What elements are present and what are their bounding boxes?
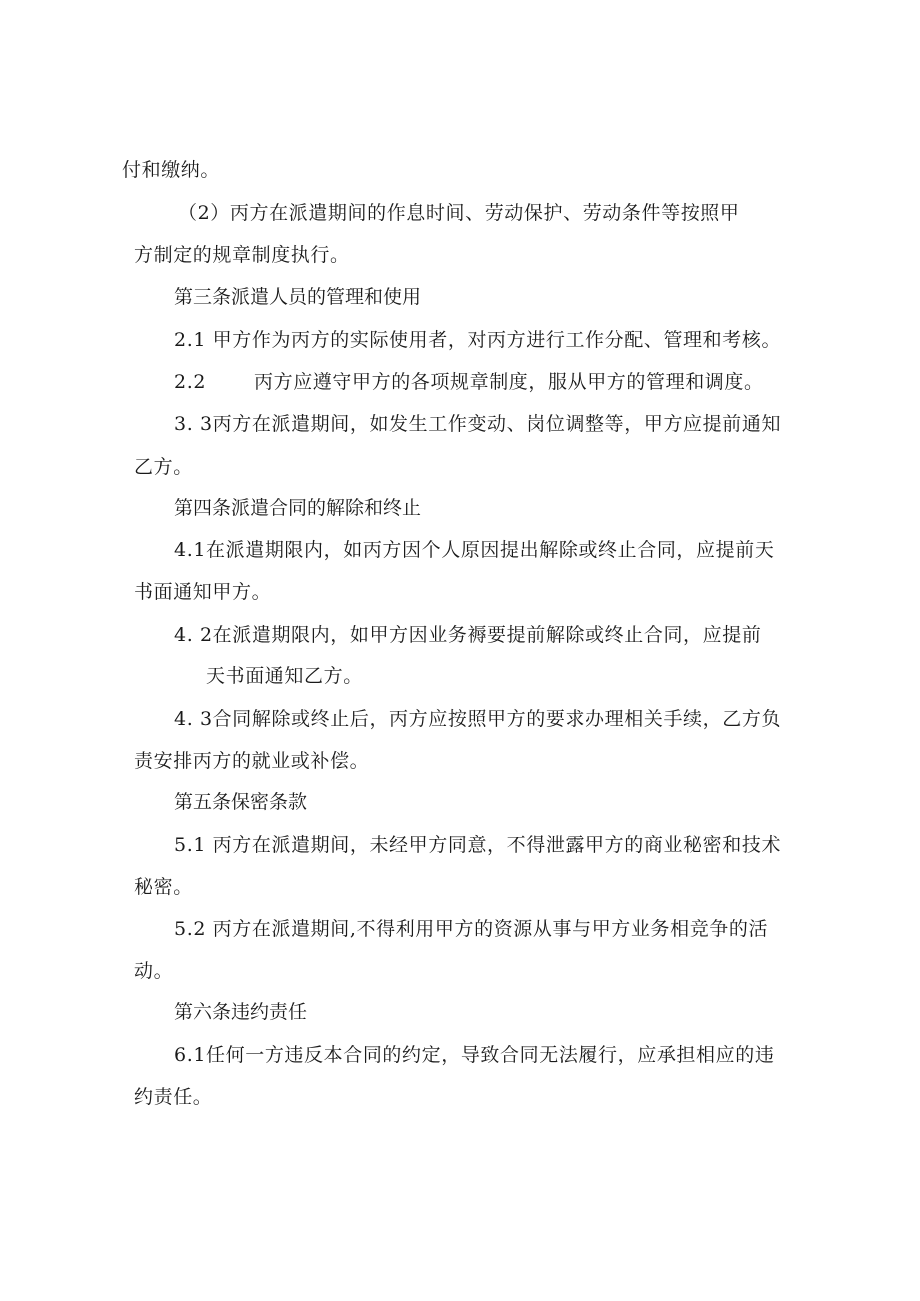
- paragraph-line: 乙方。: [134, 456, 193, 478]
- paragraph-line: 约责任。: [134, 1086, 213, 1108]
- paragraph-line: 5.1 丙方在派遣期间，未经甲方同意，不得泄露甲方的商业秘密和技术: [174, 834, 782, 856]
- section-heading-5: 第五条保密条款: [174, 791, 308, 813]
- paragraph-line: 丙方应遵守甲方的各项规章制度，服从甲方的管理和调度。: [254, 371, 764, 393]
- paragraph-line: 4.1在派遣期限内，如丙方因个人原因提出解除或终止合同，应提前天: [174, 539, 775, 561]
- paragraph-line: 2.2: [174, 371, 207, 393]
- paragraph-line: 书面通知甲方。: [134, 581, 272, 603]
- paragraph-line: 4. 2在派遣期限内，如甲方因业务褥要提前解除或终止合同，应提前: [174, 624, 762, 646]
- section-heading-6: 第六条违约责任: [174, 1001, 308, 1023]
- paragraph-line: 动。: [134, 960, 174, 982]
- paragraph-line: 6.1任何一方违反本合同的约定，导致合同无法履行，应承担相应的违: [174, 1044, 775, 1066]
- paragraph-line: 2.1 甲方作为丙方的实际使用者，对丙方进行工作分配、管理和考核。: [174, 329, 782, 351]
- paragraph-line: 3. 3丙方在派遣期间，如发生工作变动、岗位调整等，甲方应提前通知: [174, 413, 782, 435]
- paragraph-line: 方制定的规章制度执行。: [134, 244, 350, 266]
- paragraph-line: 4. 3合同解除或终止后，丙方应按照甲方的要求办理相关手续，乙方负: [174, 708, 782, 730]
- paragraph-line: 秘密。: [134, 876, 193, 898]
- section-heading-3: 第三条派遣人员的管理和使用: [174, 286, 422, 308]
- section-heading-4: 第四条派遣合同的解除和终止: [174, 497, 422, 519]
- paragraph-line: 天书面通知乙方。: [206, 665, 363, 687]
- paragraph-line: 付和缴纳。: [122, 159, 221, 181]
- paragraph-line: 5.2 丙方在派遣期间,不得利用甲方的资源从事与甲方业务相竞争的活: [174, 918, 769, 940]
- paragraph-line: 责安排丙方的就业或补偿。: [134, 750, 370, 772]
- paragraph-line: （2）丙方在派遣期间的作息时间、劳动保护、劳动条件等按照甲: [178, 202, 740, 224]
